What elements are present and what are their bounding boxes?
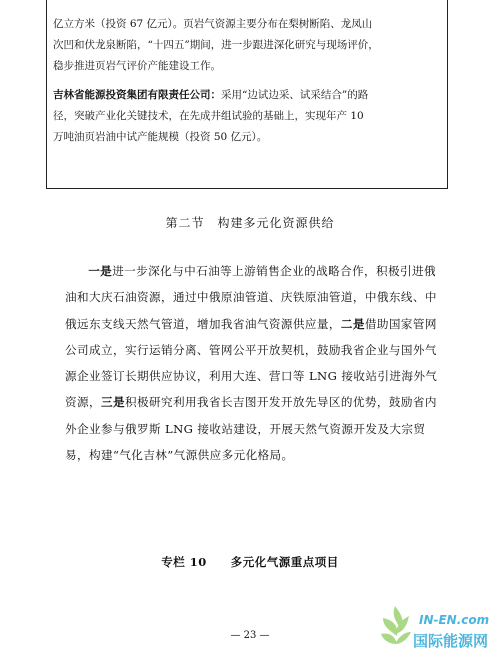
body-text-a: 进一步深化与中石油等上游销售企业的战略合作，积极引进俄油和大庆石油资源，通过中俄原油管道、庆铁原油管道，中俄东线、中俄远东支线天然气管道，增加我省油气资源供应量， [65,264,437,331]
watermark-domain: IN-EN.com [419,613,490,627]
watermark-icon [375,600,497,656]
lead-second: 二是 [340,316,365,331]
section-title: 第二节 构建多元化资源供给 [165,216,335,230]
body-text-b: 借助国家管网公司成立，实行运销分离、管网公平开放契机，鼓励我省企业与国外气源企业签订长期供应协议，利用大连、营口等 LNG 接收站引进海外气资源， [65,316,438,410]
project-box-line: 稳步推进页岩气评价产能建设工作。 [53,60,221,72]
project-box-line: 亿立方米（投资 67 亿元）。页岩气资源主要分布在梨树断陷、龙凤山 [53,18,373,30]
company-paragraph [53,85,441,106]
company-text: 采用“边试边采、试采结合”的路 [221,89,369,101]
watermark-logo [375,600,497,656]
company-text-line: 径，突破产业化关键技术，在先成井组试验的基础上，实现年产 10 [53,110,364,122]
project-box-line: 次凹和伏龙泉断陷，“十四五”期间，进一步跟进深化研究与现场评价， [53,39,379,51]
body-paragraph [65,258,441,468]
project-box [46,0,448,189]
lead-first: 一是 [88,264,113,278]
lead-third: 三是 [100,395,125,410]
body-text-c: 积极研究利用我省长吉图开发开放先导区的优势，鼓励省内外企业参与俄罗斯 LNG 接收站建设，开展天然气资源开发及大宗贸易，构建“气化吉林”气源供应多元化格局。 [65,395,437,463]
special-box-title: 专栏 10 多元化气源重点项目 [161,555,339,569]
page-number: — 23 — [230,630,270,641]
company-text-line: 万吨油页岩油中试产能规模（投资 50 亿元）。 [53,131,268,143]
watermark-name: 国际能源网 [413,632,489,650]
company-name: 吉林省能源投资集团有限责任公司： [53,89,221,101]
